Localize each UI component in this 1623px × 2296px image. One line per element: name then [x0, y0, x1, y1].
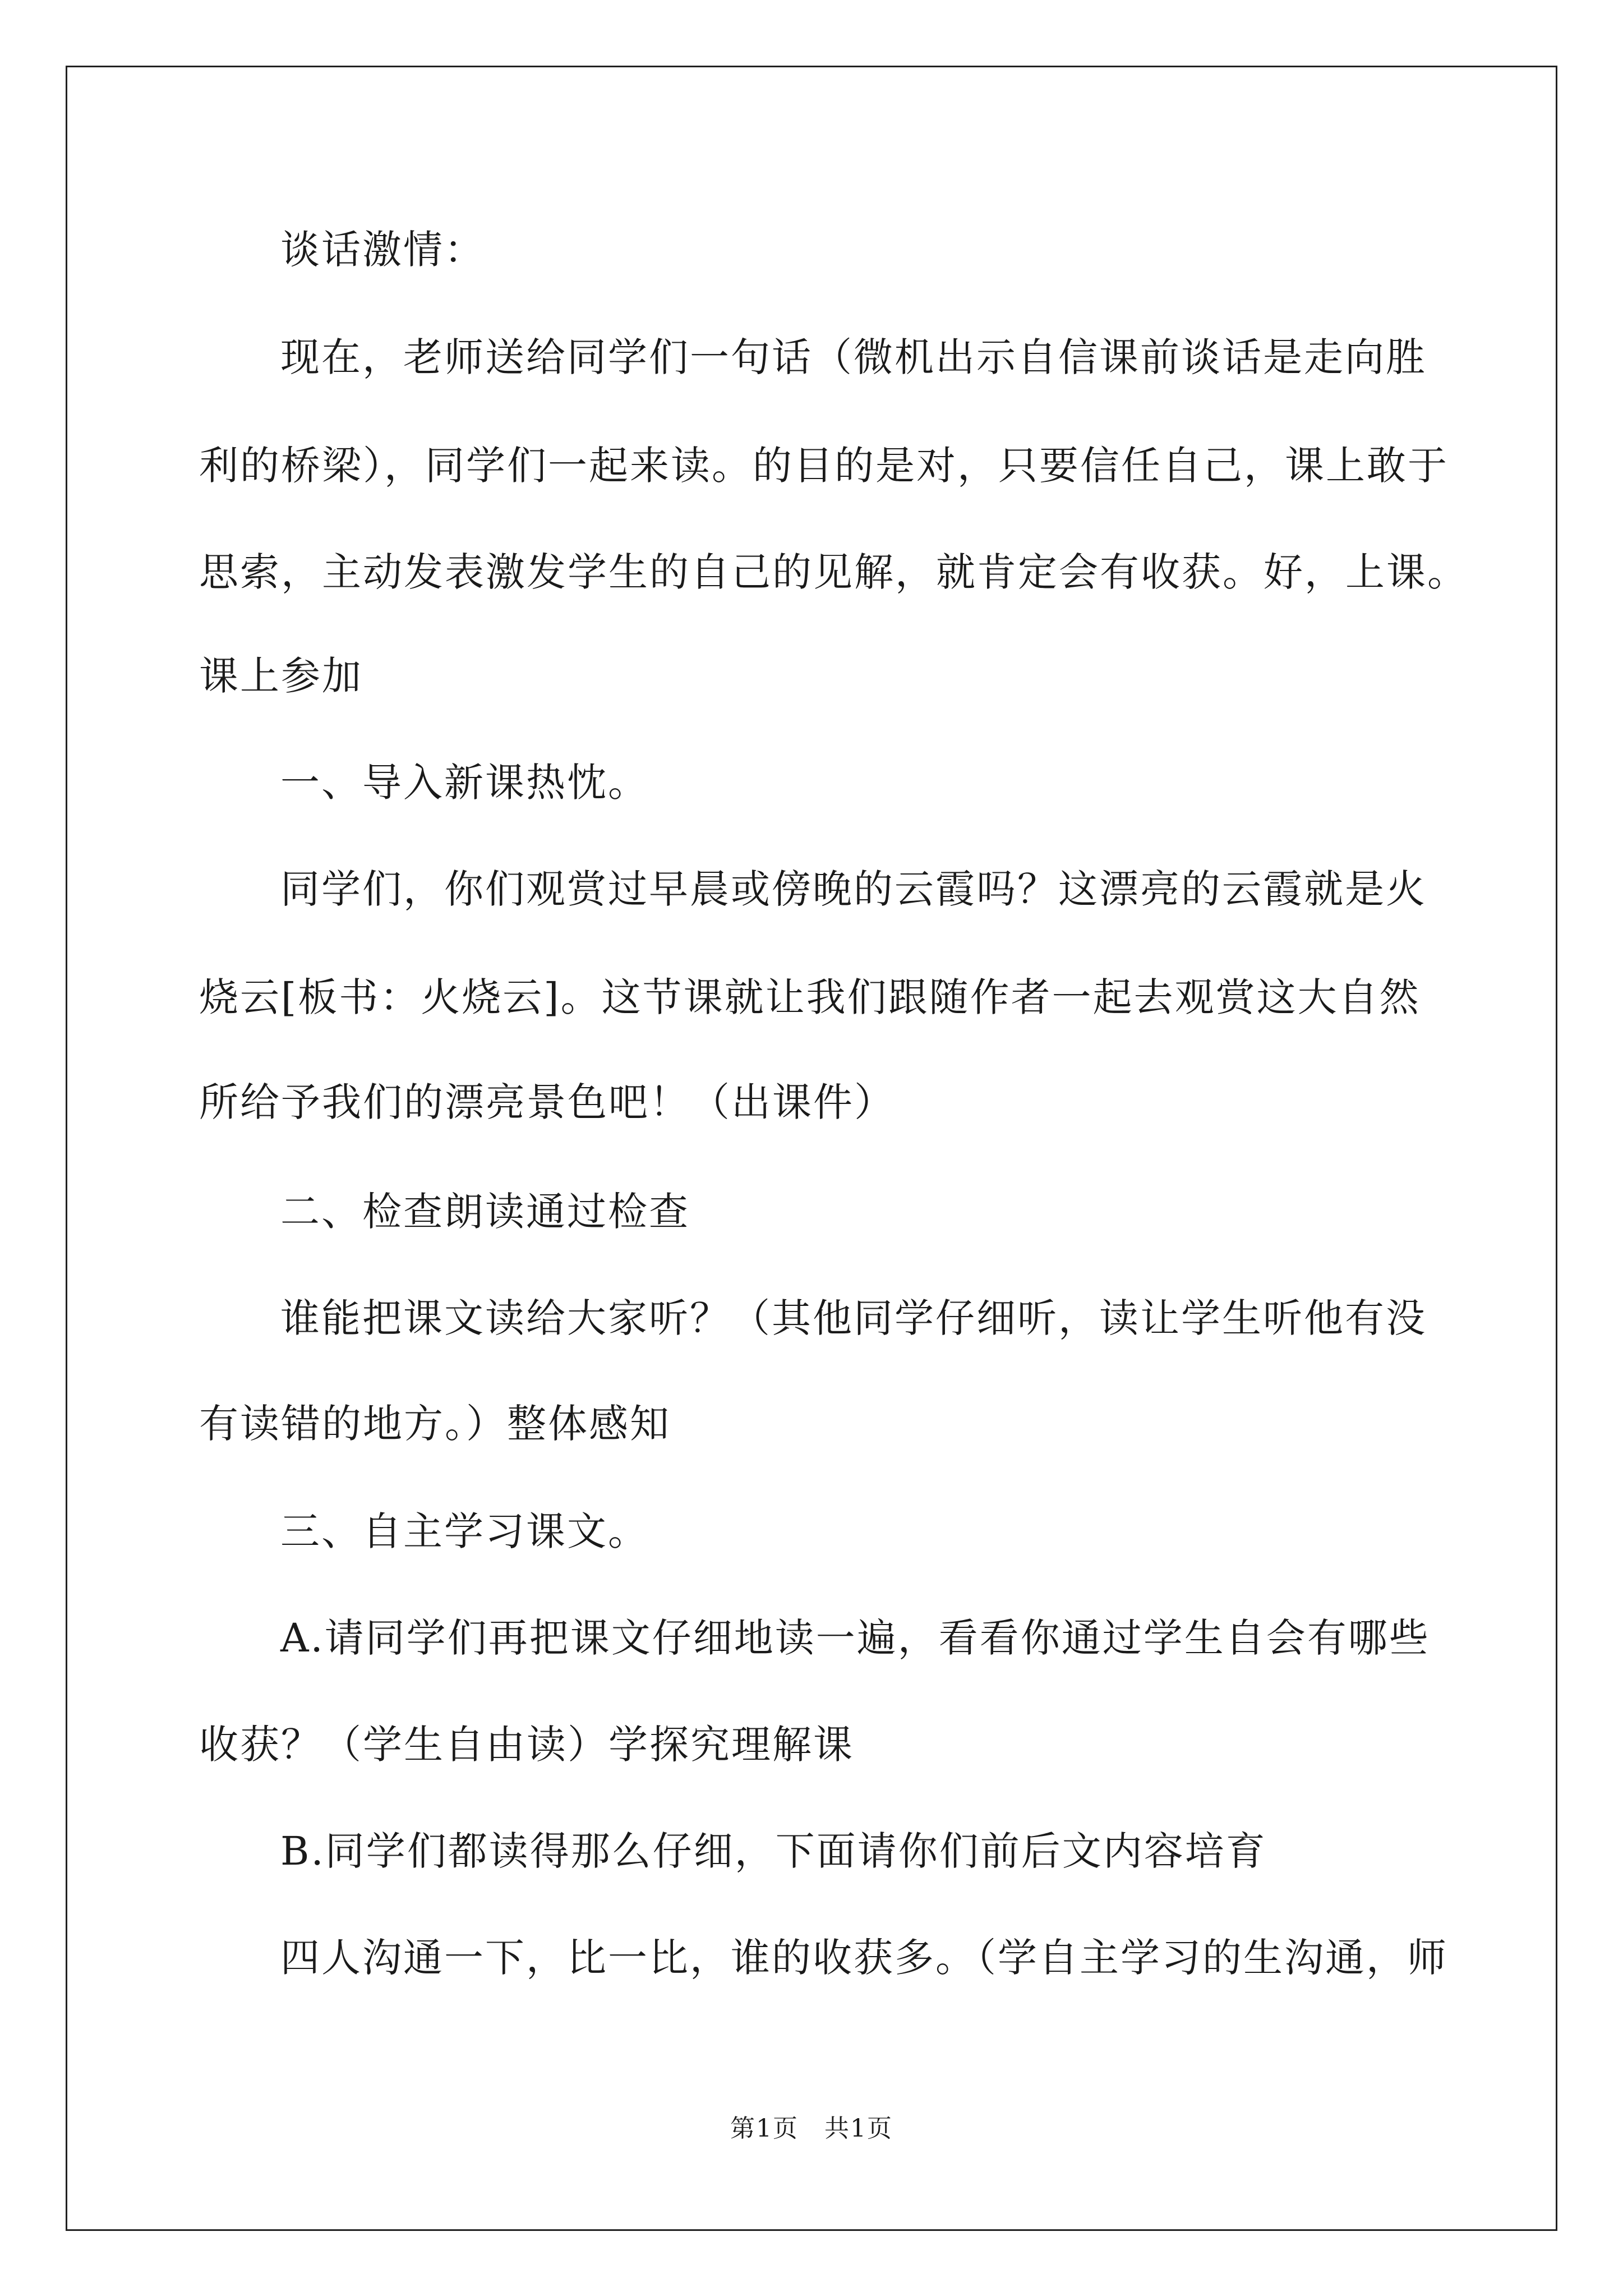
text-line: 同学们，你们观赏过早晨或傍晚的云霞吗？这漂亮的云霞就是火: [280, 866, 1427, 912]
section-heading: 二、检查朗读通过检查: [280, 1189, 690, 1235]
text-line: 四人沟通一下，比一比，谁的收获多。（学自主学习的生沟通，师: [280, 1935, 1448, 1981]
text-line: 收获？（学生自由读）学探究理解课: [199, 1722, 854, 1768]
text-line: 谁能把课文读给大家听？（其他同学仔细听，读让学生听他有没: [280, 1295, 1427, 1341]
text-line: 利的桥梁），同学们一起来读。的目的是对，只要信任自己，课上敢于: [199, 443, 1449, 489]
section-heading: 一、导入新课热忱。: [280, 760, 649, 806]
page-footer: 第1页 共1页: [730, 2114, 893, 2143]
text-line: 现在，老师送给同学们一句话（微机出示自信课前谈话是走向胜: [280, 334, 1427, 380]
section-heading: 三、自主学习课文。: [280, 1508, 649, 1554]
text-line: 烧云[板书：火烧云]。这节课就让我们跟随作者一起去观赏这大自然: [199, 974, 1421, 1020]
text-line: 课上参加: [199, 653, 363, 699]
text-line: 有读错的地方。）整体感知: [199, 1401, 671, 1447]
text-line: 谈话激情：: [280, 227, 485, 273]
text-line: B.同学们都读得那么仔细，下面请你们前后文内容培育: [280, 1828, 1267, 1874]
text-line: 思索，主动发表激发学生的自己的见解，就肯定会有收获。好，上课。: [199, 549, 1468, 595]
text-line: 所给予我们的漂亮景色吧！（出课件）: [199, 1079, 895, 1125]
page-border: [66, 66, 1557, 2231]
text-line: A.请同学们再把课文仔细地读一遍，看看你通过学生自会有哪些: [280, 1615, 1430, 1661]
